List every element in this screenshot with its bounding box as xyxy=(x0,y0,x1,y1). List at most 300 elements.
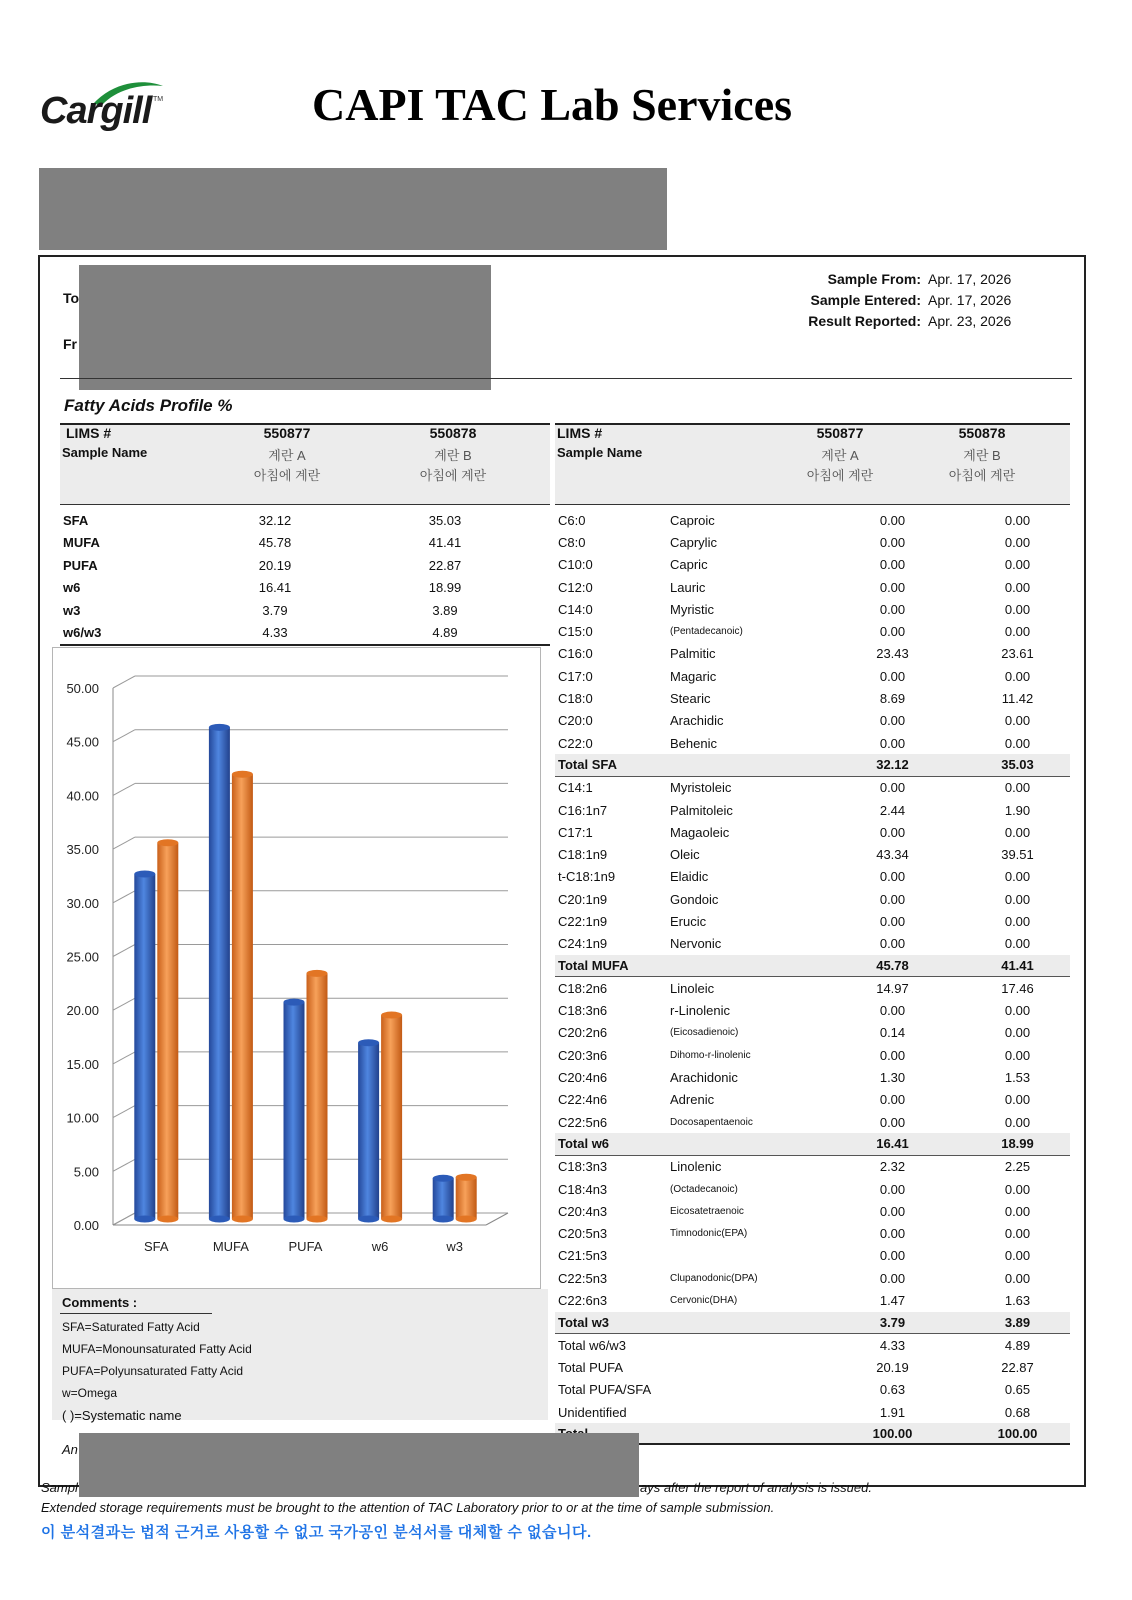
detail-value-b: 22.87 xyxy=(1001,1359,1034,1375)
footer-legal-note: 이 분석결과는 법적 근거로 사용할 수 없고 국가공인 분석서를 대체할 수 없습니다. xyxy=(41,1524,592,1541)
detail-total-row xyxy=(555,1133,1070,1155)
detail-name: Eicosatetraenoic xyxy=(670,1205,744,1217)
detail-value-a: 1.47 xyxy=(879,1293,906,1309)
footer-an-label: An xyxy=(62,1442,78,1457)
detail-value-a: 0.00 xyxy=(879,1114,906,1130)
detail-name: Linolenic xyxy=(670,1159,722,1175)
chart-bar-top xyxy=(433,1175,454,1182)
chart-x-tick-label: PUFA xyxy=(288,1239,323,1254)
chart-x-tick-label: w6 xyxy=(371,1239,389,1254)
detail-value-a: 0.00 xyxy=(879,1248,906,1264)
detail-value-a: 0.00 xyxy=(879,1203,906,1219)
summary-row-label: w3 xyxy=(63,602,81,618)
detail-value-b: 0.00 xyxy=(1004,1003,1031,1019)
detail-value-b: 41.41 xyxy=(1001,958,1034,974)
detail-value-b: 0.00 xyxy=(1004,780,1031,796)
detail-row xyxy=(555,910,1070,932)
chart-bar-base xyxy=(232,1216,253,1223)
detail-code: C24:1n9 xyxy=(558,936,608,952)
summary-row-label: w6/w3 xyxy=(63,625,102,641)
detail-value-b: 0.00 xyxy=(1004,1092,1031,1108)
detail-code: C18:3n6 xyxy=(558,1003,608,1019)
summary-value-b: 4.89 xyxy=(432,625,458,641)
header-divider xyxy=(60,378,1072,379)
detail-row xyxy=(555,799,1070,821)
detail-row xyxy=(555,1401,1070,1423)
comment-line: PUFA=Polyunsaturated Fatty Acid xyxy=(62,1364,244,1378)
detail-code: C20:5n3 xyxy=(558,1226,608,1242)
chart-gridline-depth xyxy=(113,676,135,688)
detail-value-b: 0.00 xyxy=(1004,601,1031,617)
detail-code: C17:1 xyxy=(558,824,593,840)
detail-name: (Octadecanoic) xyxy=(670,1183,738,1195)
detail-code: Total MUFA xyxy=(558,958,629,974)
redacted-block-address xyxy=(39,168,667,250)
detail-table xyxy=(555,423,1070,1445)
detail-value-a: 2.32 xyxy=(879,1159,906,1175)
detail-value-b: 0.00 xyxy=(1004,512,1031,528)
detail-row xyxy=(555,1066,1070,1088)
chart-x-tick-label: MUFA xyxy=(212,1239,249,1254)
detail-name: (Pentadecanoic) xyxy=(670,626,743,638)
chart-y-tick-label: 30.00 xyxy=(66,895,99,911)
comments-underline xyxy=(60,1313,212,1314)
chart-x-tick-label: w3 xyxy=(446,1239,464,1254)
to-label: To xyxy=(63,290,80,306)
detail-row xyxy=(555,598,1070,620)
detail-value-b: 0.65 xyxy=(1004,1382,1031,1398)
chart-gridline-depth xyxy=(113,783,135,795)
detail-row xyxy=(555,977,1070,999)
detail-value-b: 0.00 xyxy=(1004,1025,1031,1041)
detail-row xyxy=(555,866,1070,888)
detail-value-a: 0.00 xyxy=(879,1092,906,1108)
summary-row-label: SFA xyxy=(63,512,89,528)
summary-bottom-rule xyxy=(60,644,550,646)
summary-value-b: 22.87 xyxy=(428,557,462,573)
detail-value-b: 11.42 xyxy=(1001,691,1034,707)
detail-name: Dihomo-r-linolenic xyxy=(670,1049,751,1061)
detail-name: Palmitoleic xyxy=(670,802,733,818)
detail-value-b: 0.00 xyxy=(1004,713,1031,729)
lims-550878: 550878 xyxy=(429,425,477,441)
detail-code: C18:0 xyxy=(558,691,593,707)
detail-value-b: 0.00 xyxy=(1004,1270,1031,1286)
detail-code: C16:0 xyxy=(558,646,593,662)
chart-y-tick-label: 15.00 xyxy=(66,1056,99,1072)
chart-bar-base xyxy=(157,1216,178,1223)
detail-code: C16:1n7 xyxy=(558,802,608,818)
detail-code: C18:3n3 xyxy=(558,1159,608,1175)
detail-row xyxy=(555,888,1070,910)
chart-bar-base xyxy=(307,1216,328,1223)
detail-name: Arachidic xyxy=(670,713,724,729)
detail-value-a: 16.41 xyxy=(876,1136,909,1152)
date-row xyxy=(770,289,1038,310)
chart-y-tick-label: 50.00 xyxy=(66,681,99,696)
detail-value-b: 0.00 xyxy=(1004,735,1031,751)
detail-value-a: 3.79 xyxy=(879,1314,906,1330)
date-label: Result Reported: xyxy=(808,312,921,329)
detail-code: C20:3n6 xyxy=(558,1047,608,1063)
detail-name: Clupanodonic(DPA) xyxy=(670,1272,758,1284)
detail-value-a: 0.00 xyxy=(879,869,906,885)
sample-name-label: Sample Name xyxy=(62,445,148,460)
summary-row xyxy=(60,599,550,622)
chart-gridline-depth xyxy=(113,1213,135,1225)
date-row xyxy=(770,310,1038,331)
chart-bar-top xyxy=(284,999,305,1006)
detail-code: Total PUFA/SFA xyxy=(558,1382,652,1398)
detail-row xyxy=(555,777,1070,799)
detail-value-b: 18.99 xyxy=(1001,1136,1034,1152)
detail-value-a: 0.00 xyxy=(879,891,906,907)
detail-code: Total PUFA xyxy=(558,1359,624,1375)
detail-value-a: 0.00 xyxy=(879,557,906,573)
detail-row xyxy=(555,1111,1070,1133)
detail-value-b: 0.00 xyxy=(1004,1248,1031,1264)
detail-value-b: 1.53 xyxy=(1004,1070,1031,1086)
detail-value-b: 39.51 xyxy=(1001,847,1034,863)
chart-bar-top xyxy=(209,724,230,731)
comments-title: Comments : xyxy=(62,1295,138,1310)
detail-value-b: 0.00 xyxy=(1004,1181,1031,1197)
summary-row xyxy=(60,509,550,532)
detail-value-b: 17.46 xyxy=(1001,980,1034,996)
detail-value-a: 0.00 xyxy=(879,936,906,952)
detail-lims-label: LIMS # xyxy=(557,425,603,441)
detail-name: Magaric xyxy=(670,668,717,684)
detail-value-a: 8.69 xyxy=(879,691,906,707)
detail-lims-550878: 550878 xyxy=(958,425,1006,441)
lims-550877: 550877 xyxy=(263,425,311,441)
detail-row xyxy=(555,643,1070,665)
detail-code: t-C18:1n9 xyxy=(558,869,616,885)
section-title: Fatty Acids Profile % xyxy=(64,396,233,415)
detail-value-a: 0.00 xyxy=(879,512,906,528)
detail-code: C14:0 xyxy=(558,601,593,617)
summary-row-label: w6 xyxy=(63,580,81,596)
detail-value-a: 1.30 xyxy=(879,1070,906,1086)
lims-label: LIMS # xyxy=(66,425,112,441)
from-label: Fr xyxy=(63,336,77,352)
chart-bar xyxy=(358,1043,379,1219)
detail-value-b: 0.00 xyxy=(1004,913,1031,929)
detail-name: Behenic xyxy=(670,735,717,751)
logo-text: Cargill xyxy=(40,90,152,132)
date-label: Sample From: xyxy=(827,270,921,287)
detail-row xyxy=(555,1223,1070,1245)
summary-value-b: 18.99 xyxy=(428,580,462,596)
detail-value-b: 0.00 xyxy=(1004,936,1031,952)
detail-value-b: 0.00 xyxy=(1004,824,1031,840)
detail-value-b: 0.00 xyxy=(1004,1203,1031,1219)
detail-value-b: 0.00 xyxy=(1004,1226,1031,1242)
detail-row xyxy=(555,1379,1070,1401)
detail-code: C8:0 xyxy=(558,534,586,550)
detail-value-a: 0.00 xyxy=(879,1181,906,1197)
detail-value-a: 0.14 xyxy=(879,1025,906,1041)
detail-code: C20:0 xyxy=(558,713,593,729)
detail-row xyxy=(555,1089,1070,1111)
chart-bar-top xyxy=(307,970,328,977)
chart-bar-base xyxy=(456,1216,477,1223)
detail-name: (Eicosadienoic) xyxy=(670,1027,739,1039)
redacted-block-footer xyxy=(79,1433,639,1497)
redacted-block-recipient xyxy=(79,265,491,390)
summary-table xyxy=(60,423,550,646)
detail-value-b: 0.00 xyxy=(1004,668,1031,684)
report-title: CAPI TAC Lab Services xyxy=(312,79,793,130)
sample-name-a: 계란 A xyxy=(268,448,306,463)
detail-code: C10:0 xyxy=(558,557,593,573)
detail-name: Cervonic(DHA) xyxy=(670,1295,738,1307)
detail-row xyxy=(555,1022,1070,1044)
detail-name: Timnodonic(EPA) xyxy=(670,1228,748,1240)
detail-value-a: 32.12 xyxy=(876,757,909,773)
chart-bar-base xyxy=(134,1216,155,1223)
detail-name: Myristoleic xyxy=(670,780,732,796)
detail-value-b: 1.90 xyxy=(1004,802,1031,818)
chart-bar-base xyxy=(381,1216,402,1223)
detail-value-a: 23.43 xyxy=(876,646,909,662)
detail-row xyxy=(555,843,1070,865)
detail-value-a: 0.00 xyxy=(879,1047,906,1063)
chart-bar-top xyxy=(456,1174,477,1181)
date-label: Sample Entered: xyxy=(810,291,921,308)
detail-name: Capric xyxy=(670,557,708,573)
detail-row xyxy=(555,1156,1070,1178)
detail-value-a: 0.00 xyxy=(879,824,906,840)
detail-value-b: 23.61 xyxy=(1001,646,1034,662)
date-value: Apr. 17, 2026 xyxy=(928,291,1012,308)
chart-y-tick-label: 45.00 xyxy=(66,734,99,750)
summary-value-b: 41.41 xyxy=(428,535,462,551)
sample-name-b: 계란 B xyxy=(434,448,472,463)
detail-value-b: 4.89 xyxy=(1004,1337,1031,1353)
detail-value-a: 0.00 xyxy=(879,713,906,729)
detail-value-a: 0.00 xyxy=(879,780,906,796)
detail-name: Nervonic xyxy=(670,936,722,952)
detail-row xyxy=(555,710,1070,732)
logo-trademark: TM xyxy=(153,96,164,103)
detail-name: Adrenic xyxy=(670,1092,715,1108)
chart-gridline-depth xyxy=(113,998,135,1010)
detail-code: C17:0 xyxy=(558,668,593,684)
detail-value-a: 14.97 xyxy=(876,980,909,996)
chart-bar xyxy=(381,1015,402,1219)
detail-value-a: 0.00 xyxy=(879,534,906,550)
detail-code: Total w3 xyxy=(558,1314,610,1330)
summary-value-a: 16.41 xyxy=(258,580,292,596)
detail-value-a: 0.00 xyxy=(879,913,906,929)
detail-code: C22:1n9 xyxy=(558,913,608,929)
detail-code: C18:4n3 xyxy=(558,1181,608,1197)
fatty-acid-bar-chart xyxy=(52,647,541,1289)
detail-row xyxy=(555,687,1070,709)
chart-y-tick-label: 20.00 xyxy=(66,1003,99,1019)
detail-row xyxy=(555,1000,1070,1022)
cargill-logo xyxy=(40,78,170,140)
summary-value-a: 45.78 xyxy=(258,535,292,551)
detail-rows xyxy=(555,509,1070,1445)
detail-sample-desc-b: 아침에 계란 xyxy=(948,468,1016,483)
detail-code: Unidentified xyxy=(558,1404,627,1420)
detail-value-b: 0.00 xyxy=(1004,869,1031,885)
detail-sample-name-a: 계란 A xyxy=(821,448,859,463)
detail-row xyxy=(555,1267,1070,1289)
detail-code: C15:0 xyxy=(558,624,593,640)
detail-row xyxy=(555,1289,1070,1311)
summary-row xyxy=(60,554,550,577)
detail-row xyxy=(555,665,1070,687)
chart-floor-side xyxy=(486,1213,508,1225)
summary-value-b: 3.89 xyxy=(432,602,458,618)
summary-row-label: MUFA xyxy=(63,535,100,551)
detail-value-a: 45.78 xyxy=(876,958,909,974)
detail-value-a: 0.63 xyxy=(879,1382,906,1398)
summary-value-a: 20.19 xyxy=(258,557,292,573)
detail-code: C14:1 xyxy=(558,780,593,796)
summary-value-a: 4.33 xyxy=(262,625,288,641)
detail-total-row xyxy=(555,754,1070,776)
chart-bar xyxy=(157,843,178,1219)
summary-table-header xyxy=(60,423,550,505)
chart-y-tick-label: 35.00 xyxy=(66,842,99,858)
detail-name: Magaoleic xyxy=(670,824,730,840)
detail-value-a: 0.00 xyxy=(879,735,906,751)
detail-sample-desc-a: 아침에 계란 xyxy=(806,468,874,483)
chart-bar-top xyxy=(134,871,155,878)
detail-value-a: 20.19 xyxy=(876,1359,909,1375)
detail-row xyxy=(555,554,1070,576)
detail-name: Erucic xyxy=(670,913,707,929)
detail-row xyxy=(555,1356,1070,1378)
chart-y-tick-label: 0.00 xyxy=(73,1218,99,1233)
chart-bar-base xyxy=(358,1216,379,1223)
detail-name: Caprylic xyxy=(670,534,717,550)
detail-value-b: 35.03 xyxy=(1001,757,1034,773)
chart-bar xyxy=(456,1177,477,1219)
chart-bar xyxy=(134,874,155,1219)
chart-gridline-depth xyxy=(113,1106,135,1118)
chart-y-tick-label: 40.00 xyxy=(66,788,99,804)
chart-bar-top xyxy=(358,1039,379,1046)
detail-code: Total SFA xyxy=(558,757,617,773)
chart-bar xyxy=(433,1178,454,1219)
detail-row xyxy=(555,821,1070,843)
sample-desc-a: 아침에 계란 xyxy=(253,468,321,483)
chart-bar-base xyxy=(284,1216,305,1223)
comments-box xyxy=(52,1289,548,1423)
detail-row xyxy=(555,531,1070,553)
detail-name: Elaidic xyxy=(670,869,709,885)
detail-total-row xyxy=(555,955,1070,977)
comment-line: w=Omega xyxy=(62,1386,118,1400)
footer-line1-end: ays after the report of analysis is issued. xyxy=(640,1480,872,1495)
detail-name: Oleic xyxy=(670,847,700,863)
detail-value-b: 0.00 xyxy=(1004,579,1031,595)
detail-name: Myristic xyxy=(670,601,715,617)
detail-code: C22:5n3 xyxy=(558,1270,608,1286)
comment-line: MUFA=Monounsaturated Fatty Acid xyxy=(62,1342,252,1356)
detail-code: C6:0 xyxy=(558,512,586,528)
chart-bar-top xyxy=(381,1012,402,1019)
chart-gridline-depth xyxy=(113,891,135,903)
detail-value-a: 100.00 xyxy=(872,1425,913,1441)
detail-value-a: 4.33 xyxy=(879,1337,906,1353)
detail-code: C22:4n6 xyxy=(558,1092,608,1108)
detail-value-a: 0.00 xyxy=(879,1226,906,1242)
summary-value-b: 35.03 xyxy=(428,512,462,528)
detail-name: Stearic xyxy=(670,691,711,707)
summary-value-a: 32.12 xyxy=(258,512,292,528)
detail-total-row xyxy=(555,1312,1070,1334)
detail-code: C22:6n3 xyxy=(558,1293,608,1309)
detail-name: r-Linolenic xyxy=(670,1003,730,1019)
summary-rows xyxy=(60,509,550,644)
detail-row xyxy=(555,1044,1070,1066)
chart-y-tick-label: 25.00 xyxy=(66,949,99,965)
detail-code: C20:1n9 xyxy=(558,891,608,907)
detail-row xyxy=(555,1334,1070,1356)
detail-row xyxy=(555,1245,1070,1267)
detail-value-b: 1.63 xyxy=(1004,1293,1031,1309)
detail-value-a: 2.44 xyxy=(879,802,906,818)
detail-value-b: 0.00 xyxy=(1004,557,1031,573)
summary-value-a: 3.79 xyxy=(262,602,288,618)
sample-desc-b: 아침에 계란 xyxy=(419,468,487,483)
detail-row xyxy=(555,1178,1070,1200)
detail-code: C18:1n9 xyxy=(558,847,608,863)
detail-name: Lauric xyxy=(670,579,706,595)
sample-dates xyxy=(770,268,1038,331)
detail-code: C20:4n6 xyxy=(558,1070,608,1086)
chart-bar-base xyxy=(209,1216,230,1223)
footer-storage-note: Extended storage requirements must be brought to the attention of TAC Laboratory prior to or at the time of sample submission. xyxy=(41,1500,775,1515)
detail-name: Docosapentaenoic xyxy=(670,1116,753,1128)
detail-code: C18:2n6 xyxy=(558,980,608,996)
detail-lims-550877: 550877 xyxy=(816,425,864,441)
detail-table-header xyxy=(555,423,1070,505)
chart-svg xyxy=(53,648,542,1290)
detail-value-b: 0.00 xyxy=(1004,534,1031,550)
chart-gridline-depth xyxy=(113,1052,135,1064)
detail-value-a: 0.00 xyxy=(879,601,906,617)
detail-row xyxy=(555,1200,1070,1222)
summary-row-label: PUFA xyxy=(63,557,98,573)
detail-code: C21:5n3 xyxy=(558,1248,608,1264)
detail-row xyxy=(555,620,1070,642)
detail-row xyxy=(555,732,1070,754)
chart-bar xyxy=(284,1002,305,1219)
detail-value-b: 0.68 xyxy=(1004,1404,1031,1420)
detail-name: Linoleic xyxy=(670,980,715,996)
detail-value-b: 0.00 xyxy=(1004,1114,1031,1130)
detail-code: Total w6 xyxy=(558,1136,610,1152)
detail-name: Gondoic xyxy=(670,891,719,907)
detail-code: C22:0 xyxy=(558,735,593,751)
detail-sample-name-label: Sample Name xyxy=(557,445,643,460)
detail-value-b: 0.00 xyxy=(1004,1047,1031,1063)
comment-line: ( )=Systematic name xyxy=(62,1408,182,1423)
detail-code: C22:5n6 xyxy=(558,1114,608,1130)
detail-value-b: 100.00 xyxy=(997,1425,1038,1441)
summary-row xyxy=(60,532,550,555)
detail-code: C20:2n6 xyxy=(558,1025,608,1041)
date-value: Apr. 17, 2026 xyxy=(928,270,1012,287)
detail-value-a: 43.34 xyxy=(876,847,909,863)
